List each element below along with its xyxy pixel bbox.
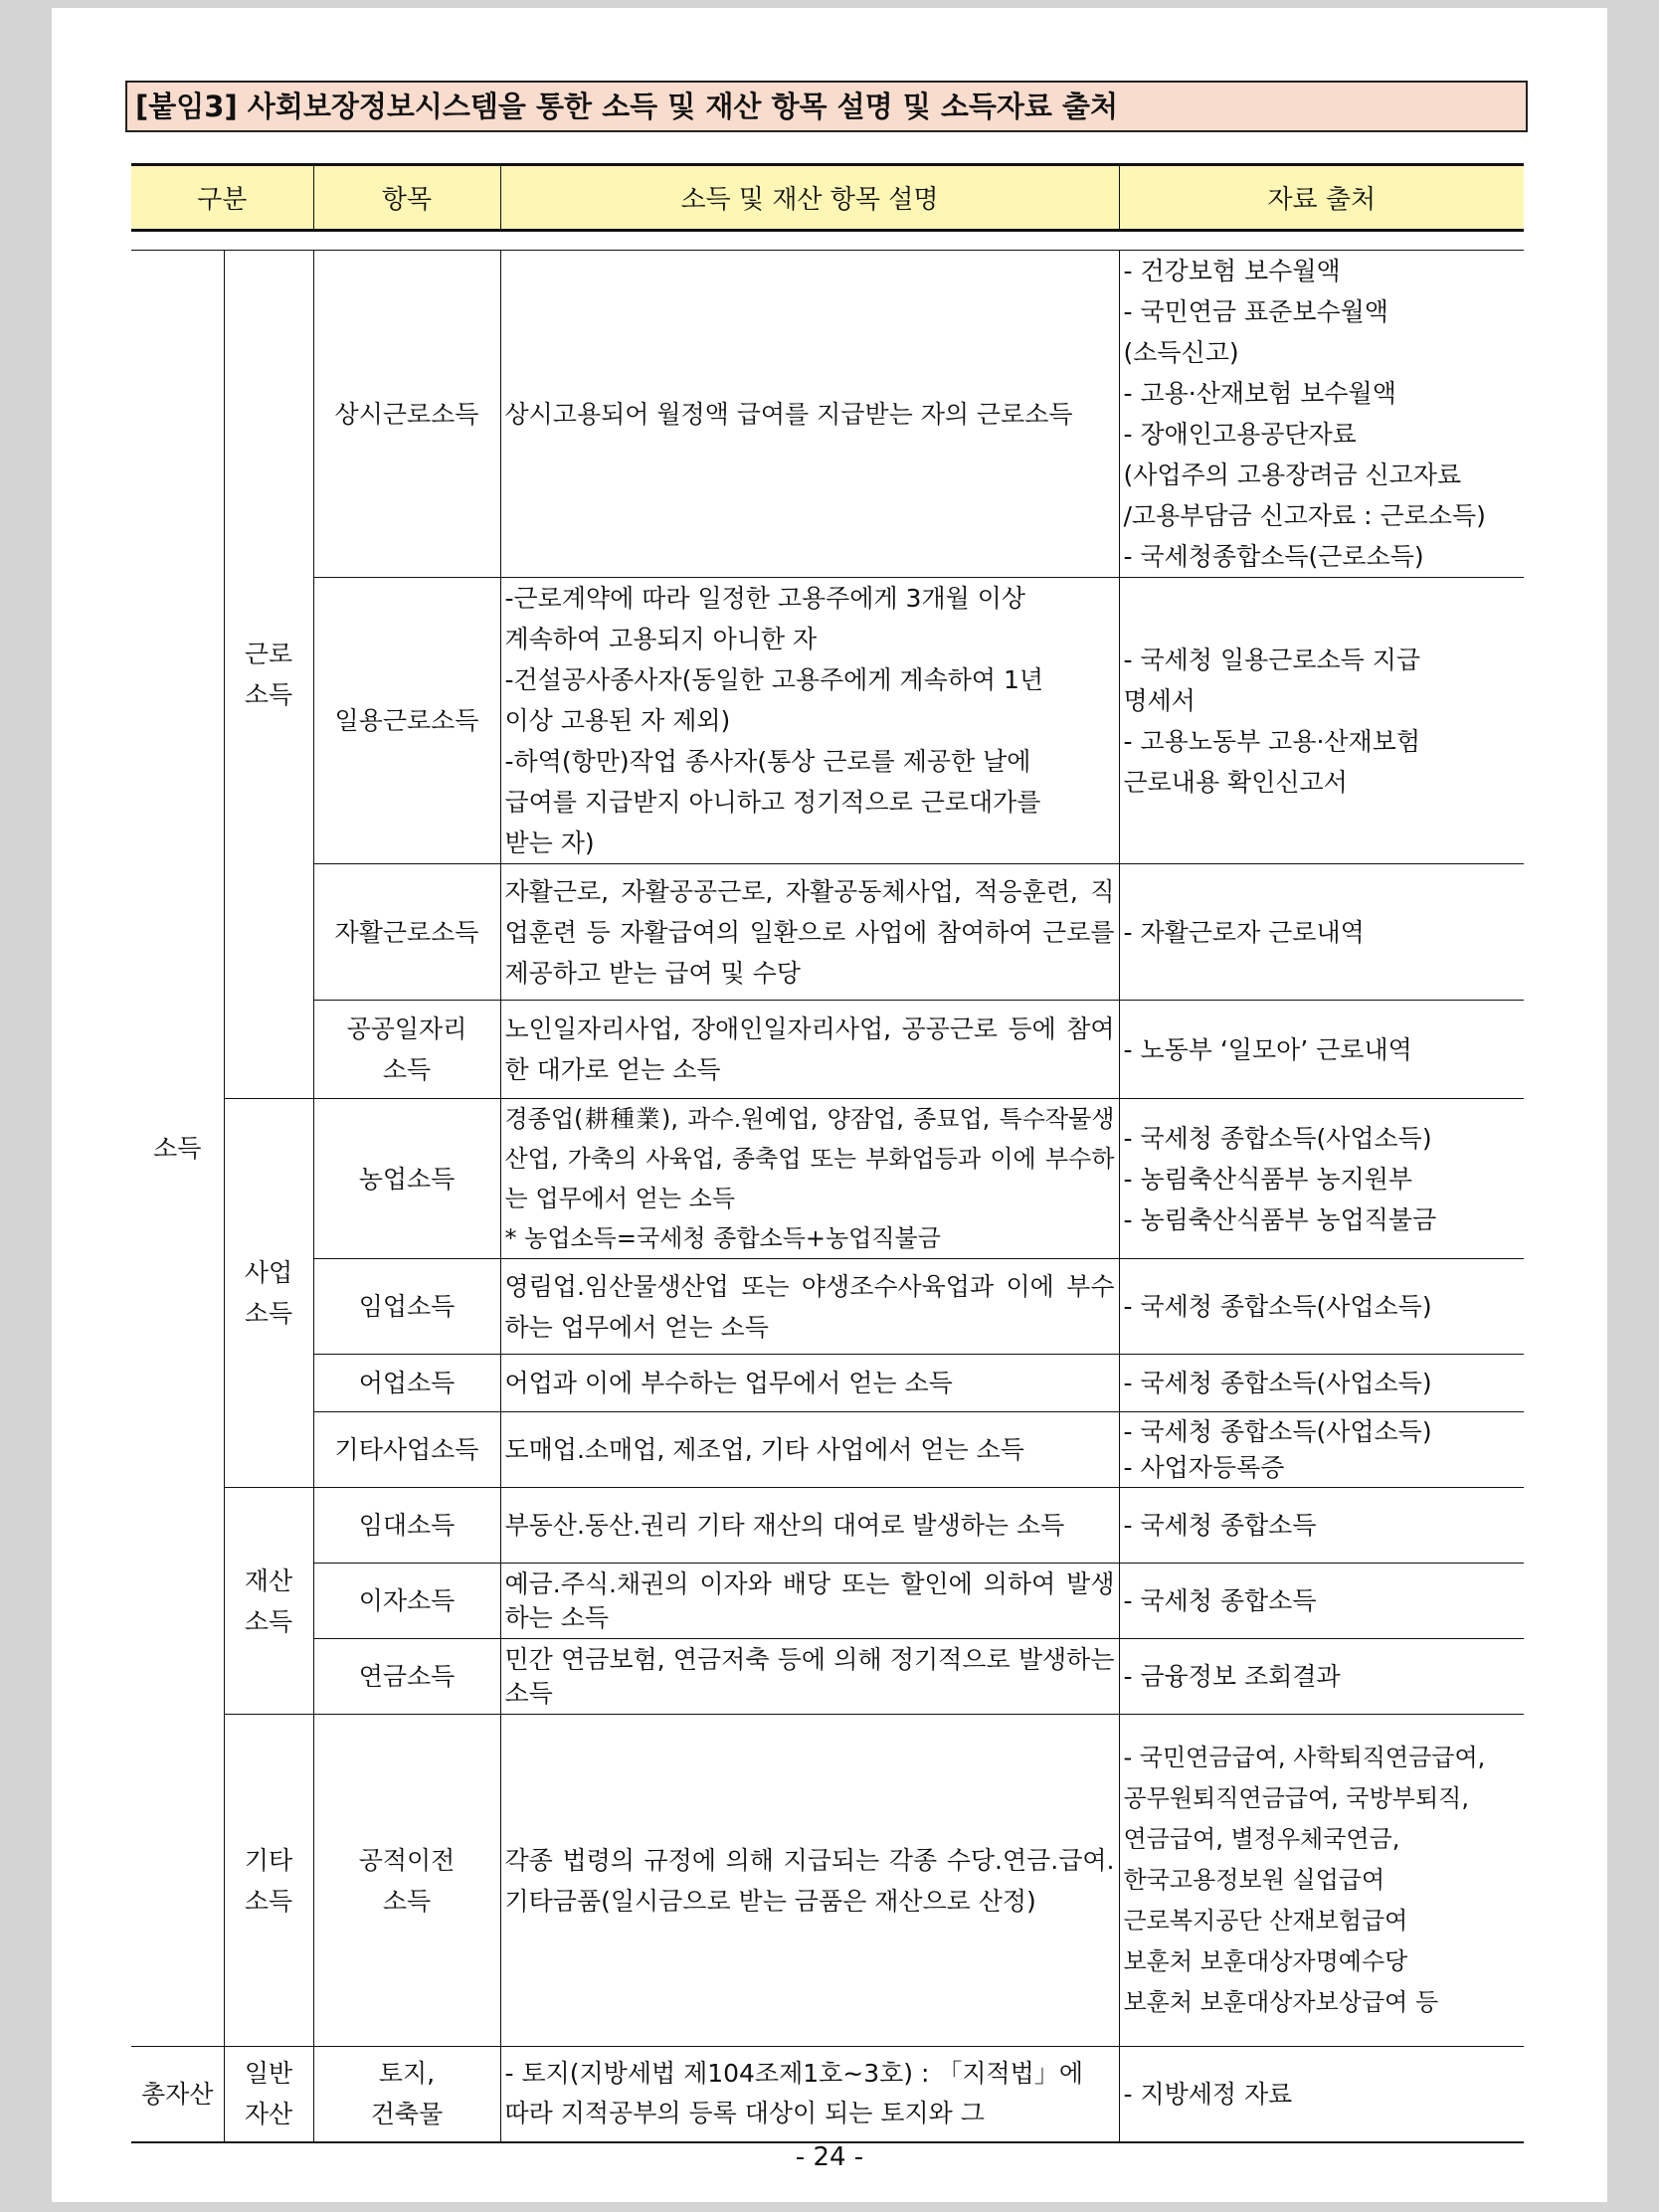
document-page — [52, 8, 1607, 2202]
item-description: 민간 연금보험, 연금저축 등에 의해 정기적으로 발생하는 소득 — [500, 1639, 1119, 1715]
item-description: 상시고용되어 월정액 급여를 지급받는 자의 근로소득 — [500, 251, 1119, 578]
item-description: 경종업(耕種業), 과수.원예업, 양잠업, 종묘업, 특수작물생산업, 가축의 사육업, 종축업 또는 부화업등과 이에 부수하는 업무에서 얻는 소득 * 농업소득=국세청 종합소득+농업직불금 — [500, 1099, 1119, 1259]
item-source: - 국세청 종합소득 — [1119, 1488, 1524, 1564]
item-description: - 토지(지방세법 제104조제1호~3호) : 「지적법」에 따라 지적공부의 등록 대상이 되는 토지와 그 — [500, 2047, 1119, 2142]
table-row — [131, 1001, 1524, 1099]
item-description: 부동산.동산.권리 기타 재산의 대여로 발생하는 소득 — [500, 1488, 1119, 1564]
table-row — [131, 1715, 1524, 2047]
group-general-assets: 일반 자산 — [224, 2047, 313, 2142]
table-row — [131, 2047, 1524, 2142]
item-description: 영림업.임산물생산업 또는 야생조수사육업과 이에 부수하는 업무에서 얻는 소득 — [500, 1259, 1119, 1355]
item-description: 자활근로, 자활공공근로, 자활공동체사업, 적응훈련, 직업훈련 등 자활급여의 일환으로 사업에 참여하여 근로를 제공하고 받는 급여 및 수당 — [500, 864, 1119, 1001]
item-name: 토지, 건축물 — [313, 2047, 500, 2142]
item-description: 예금.주식.채권의 이자와 배당 또는 할인에 의하여 발생하는 소득 — [500, 1564, 1119, 1639]
item-name: 일용근로소득 — [313, 578, 500, 864]
table-row — [131, 1099, 1524, 1259]
item-description: 노인일자리사업, 장애인일자리사업, 공공근로 등에 참여한 대가로 얻는 소득 — [500, 1001, 1119, 1099]
item-name: 공공일자리 소득 — [313, 1001, 500, 1099]
group-property-income: 재산 소득 — [224, 1488, 313, 1715]
table-row — [131, 1639, 1524, 1715]
item-source: - 국세청 종합소득(사업소득) — [1119, 1355, 1524, 1412]
item-description: 어업과 이에 부수하는 업무에서 얻는 소득 — [500, 1355, 1119, 1412]
income-property-table — [131, 250, 1524, 2143]
table-header — [131, 163, 1524, 232]
item-description: 각종 법령의 규정에 의해 지급되는 각종 수당.연금.급여.기타금품(일시금으로 받는 금품은 재산으로 산정) — [500, 1715, 1119, 2047]
item-name: 임업소득 — [313, 1259, 500, 1355]
item-source: - 국민연금급여, 사학퇴직연금급여, 공무원퇴직연금급여, 국방부퇴직, 연금급여, 별정우체국연금, 한국고용정보원 실업급여 근로복지공단 산재보험급여 보훈처 보훈대상자명예수당 보훈처 보훈대상자보상급여 등 — [1119, 1715, 1524, 2047]
item-source: - 금융정보 조회결과 — [1119, 1639, 1524, 1715]
group-labor-income: 근로 소득 — [224, 251, 313, 1099]
item-name: 연금소득 — [313, 1639, 500, 1715]
item-source: - 건강보험 보수월액 - 국민연금 표준보수월액 (소득신고) - 고용·산재보험 보수월액 - 장애인고용공단자료 (사업주의 고용장려금 신고자료 /고용부담금 신고자료 : 근로소득) - 국세청종합소득(근로소득) — [1119, 251, 1524, 578]
item-source: - 자활근로자 근로내역 — [1119, 864, 1524, 1001]
group-total-assets: 총자산 — [131, 2047, 224, 2142]
header-category: 구분 — [131, 165, 313, 231]
table-row — [131, 251, 1524, 578]
item-description: -근로계약에 따라 일정한 고용주에게 3개월 이상 계속하여 고용되지 아니한 자 -건설공사종사자(동일한 고용주에게 계속하여 1년 이상 고용된 자 제외) -하역(항만)작업 종사자(통상 근로를 제공한 날에 급여를 지급받지 아니하고 정기적으로 근로대가를 받는 자) — [500, 578, 1119, 864]
item-source: - 국세청 일용근로소득 지급 명세서 - 고용노동부 고용·산재보험 근로내용 확인신고서 — [1119, 578, 1524, 864]
page-number: - 24 - — [795, 2142, 864, 2172]
table-row — [131, 578, 1524, 864]
item-name: 기타사업소득 — [313, 1412, 500, 1488]
group-business-income: 사업 소득 — [224, 1099, 313, 1488]
item-name: 어업소득 — [313, 1355, 500, 1412]
group-other-income: 기타 소득 — [224, 1715, 313, 2047]
item-source: - 지방세정 자료 — [1119, 2047, 1524, 2142]
item-source: - 국세청 종합소득(사업소득) - 농림축산식품부 농지원부 - 농림축산식품부 농업직불금 — [1119, 1099, 1524, 1259]
group-income: 소득 — [131, 251, 224, 2047]
item-name: 임대소득 — [313, 1488, 500, 1564]
item-source: - 국세청 종합소득 — [1119, 1564, 1524, 1639]
item-source: - 국세청 종합소득(사업소득) - 사업자등록증 — [1119, 1412, 1524, 1488]
item-name: 상시근로소득 — [313, 251, 500, 578]
table-row — [131, 1564, 1524, 1639]
header-description: 소득 및 재산 항목 설명 — [500, 165, 1119, 231]
item-name: 이자소득 — [313, 1564, 500, 1639]
item-description: 도매업.소매업, 제조업, 기타 사업에서 얻는 소득 — [500, 1412, 1119, 1488]
header-item: 항목 — [313, 165, 500, 231]
table-row — [131, 1412, 1524, 1488]
page-title: [붙임3] 사회보장정보시스템을 통한 소득 및 재산 항목 설명 및 소득자료 출처 — [125, 81, 1528, 132]
table-row — [131, 1259, 1524, 1355]
table-row — [131, 1355, 1524, 1412]
item-source: - 노동부 ‘일모아’ 근로내역 — [1119, 1001, 1524, 1099]
item-name: 농업소득 — [313, 1099, 500, 1259]
table-row — [131, 864, 1524, 1001]
table-row — [131, 1488, 1524, 1564]
item-name: 자활근로소득 — [313, 864, 500, 1001]
header-source: 자료 출처 — [1119, 165, 1524, 231]
item-source: - 국세청 종합소득(사업소득) — [1119, 1259, 1524, 1355]
item-name: 공적이전 소득 — [313, 1715, 500, 2047]
